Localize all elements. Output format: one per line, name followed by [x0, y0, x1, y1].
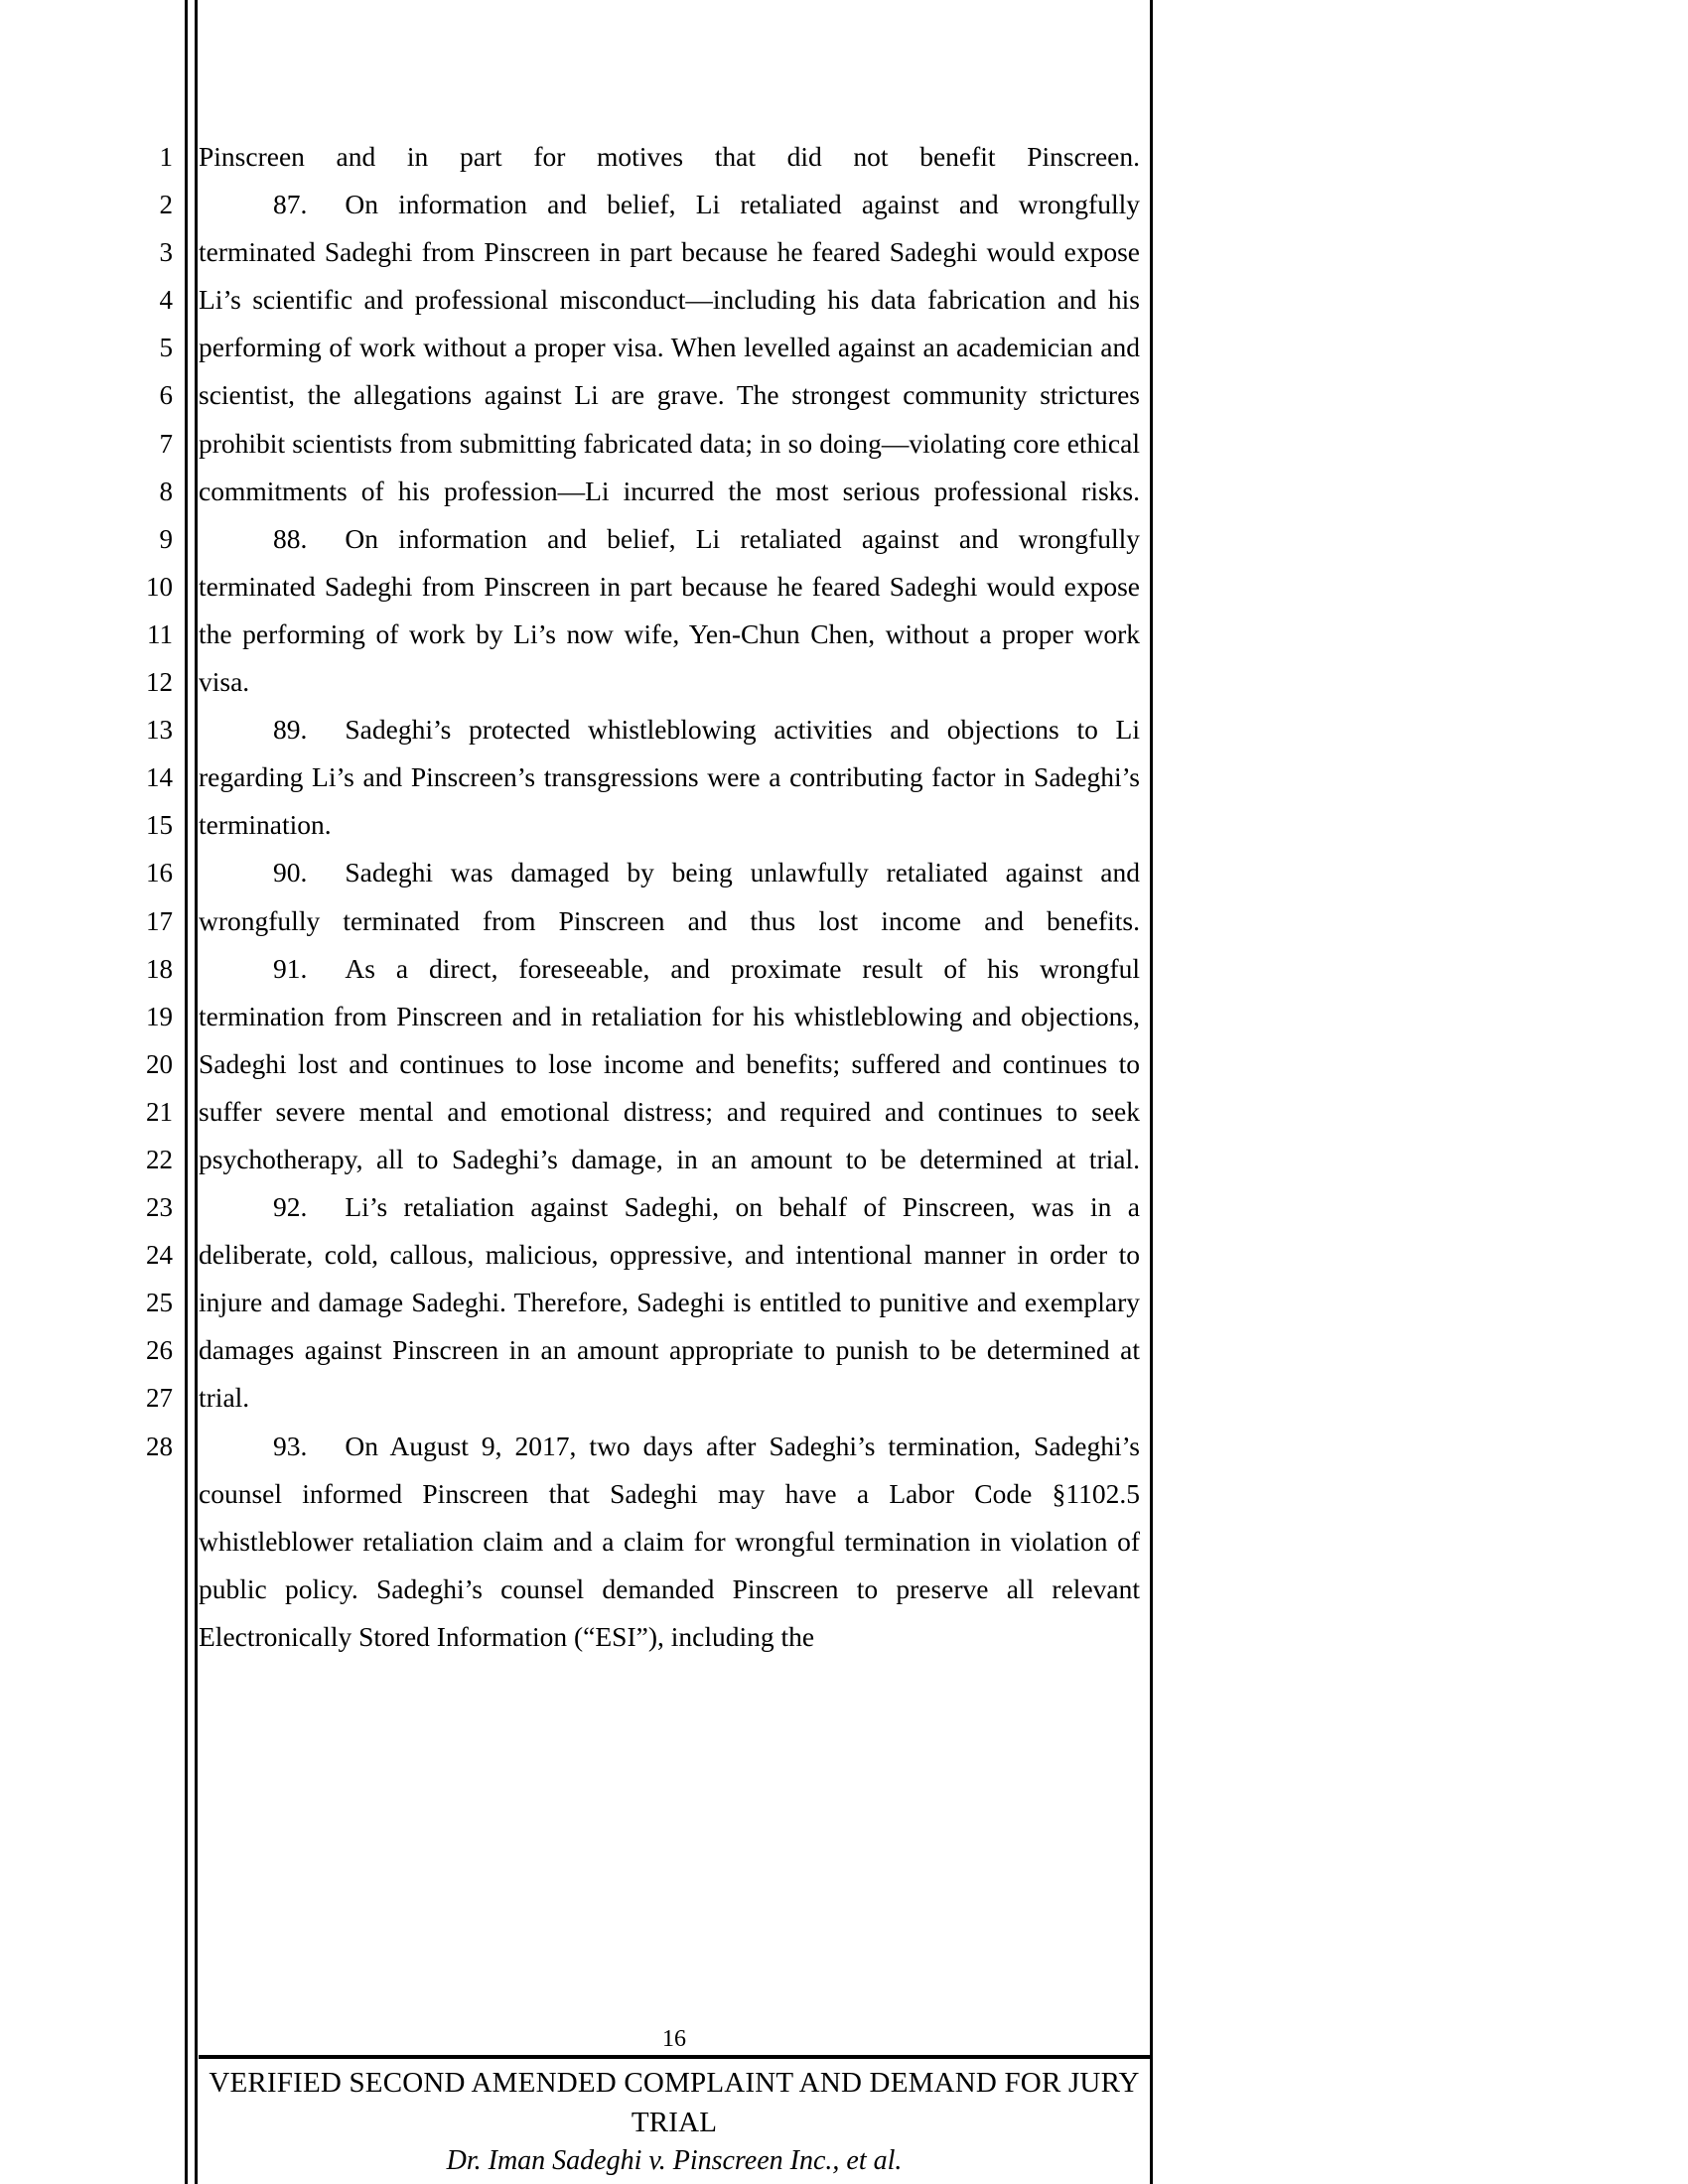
line-number: 2 [159, 190, 173, 220]
line-number: 25 [146, 1288, 173, 1318]
paragraph-number: 87. [273, 189, 308, 220]
numbered-paragraph [199, 181, 1140, 515]
paragraph-text: On August 9, 2017, two days after Sadeghi’s termination, Sadeghi’s counsel informed Pinscreen that Sadeghi may have a Labor Code §1102.5 whistleblower retaliation claim and a claim for wrongful termination in violation of public policy. Sadeghi’s counsel demanded Pinscreen to preserve all relevant Electronically Stored Information (“ESI”), including the [199, 1430, 1140, 1652]
line-number: 11 [147, 618, 173, 649]
left-margin-rule-outer [185, 0, 188, 2184]
paragraph-text: Sadeghi’s protected whistleblowing activities and objections to Li regarding Li’s and Pinscreen’s transgressions were a contributing factor in Sadeghi’s termination. [199, 714, 1140, 841]
footer-title: VERIFIED SECOND AMENDED COMPLAINT AND DEMAND FOR JURY TRIAL [209, 2067, 1140, 2138]
paragraph-text: On information and belief, Li retaliated against and wrongfully terminated Sadeghi from Pinscreen in part because he feared Sadeghi would expose Li’s scientific and professional misconduct—including his data fabrication and his performing of work without a proper visa. When levelled against an academician and scientist, the allegations against Li are grave. The strongest community strictures prohibit scientists from submitting fabricated data; in so doing—violating core ethical commitments of his profession—Li incurred the most serious professional risks. [199, 189, 1140, 506]
line-number: 1 [159, 142, 173, 172]
paragraph-text: Li’s retaliation against Sadeghi, on behalf of Pinscreen, was in a deliberate, cold, callous, malicious, oppressive, and intentional manner in order to injure and damage Sadeghi. Therefore, Sadeghi is entitled to punitive and exemplary damages against Pinscreen in an amount appropriate to punish to be determined at trial. [199, 1191, 1140, 1414]
line-number: 23 [146, 1192, 173, 1223]
line-number: 18 [146, 953, 173, 984]
right-margin-rule [1150, 0, 1153, 2184]
paragraph-number: 93. [273, 1430, 308, 1461]
paragraph-text: Sadeghi was damaged by being unlawfully retaliated against and wrongfully terminated from Pinscreen and thus lost income and benefits. [199, 857, 1140, 936]
left-margin-rule-inner [195, 0, 198, 2184]
line-number: 21 [146, 1096, 173, 1127]
page-number: 16 [662, 2026, 686, 2052]
line-number: 14 [146, 762, 173, 793]
paragraph-text: On information and belief, Li retaliated against and wrongfully terminated Sadeghi from Pinscreen in part because he feared Sadeghi would expose the performing of work by Li’s now wife, Yen-Chun Chen, without a proper work visa. [199, 522, 1140, 698]
numbered-paragraph [199, 515, 1140, 706]
line-number: 24 [146, 1240, 173, 1271]
paragraph-number: 90. [273, 857, 308, 888]
line-number: 26 [146, 1335, 173, 1366]
line-number: 13 [146, 715, 173, 746]
paragraph-number: 92. [273, 1191, 308, 1223]
numbered-paragraph [199, 706, 1140, 849]
line-number: 22 [146, 1144, 173, 1174]
footer-case-caption: Dr. Iman Sadeghi v. Pinscreen Inc., et al. [446, 2145, 903, 2176]
numbered-paragraph [199, 849, 1140, 944]
paragraph-number: 89. [273, 714, 308, 746]
line-number: 19 [146, 1001, 173, 1031]
paragraph-number: 88. [273, 522, 308, 554]
footer-divider [199, 2055, 1150, 2059]
numbered-paragraph [199, 1423, 1140, 1661]
line-number: 5 [159, 333, 173, 363]
line-number: 3 [159, 237, 173, 268]
line-number: 15 [146, 810, 173, 841]
paragraph-continuation [199, 133, 1140, 181]
line-number-column [95, 133, 173, 1470]
line-number: 4 [159, 285, 173, 316]
paragraph-number: 91. [273, 952, 308, 984]
line-number: 6 [159, 380, 173, 411]
line-number: 12 [146, 667, 173, 698]
line-number: 17 [146, 905, 173, 936]
paragraph-text: As a direct, foreseeable, and proximate result of his wrongful termination from Pinscreen and in retaliation for his whistleblowing and objections, Sadeghi lost and continues to lose income and benefits; suffered and continues to suffer severe mental and emotional distress; and required and continues to seek psychotherapy, all to Sadeghi’s damage, in an amount to be determined at trial. [199, 952, 1140, 1174]
page-footer [199, 2025, 1150, 2180]
line-number: 20 [146, 1048, 173, 1079]
line-number: 8 [159, 476, 173, 506]
line-number: 16 [146, 858, 173, 888]
line-number: 7 [159, 428, 173, 459]
numbered-paragraph [199, 1183, 1140, 1422]
line-number: 28 [146, 1431, 173, 1461]
line-number: 10 [146, 571, 173, 602]
paragraph-text: Pinscreen and in part for motives that did not benefit Pinscreen. [199, 141, 1140, 172]
numbered-paragraph [199, 945, 1140, 1183]
line-number: 27 [146, 1383, 173, 1414]
line-number: 9 [159, 523, 173, 554]
document-body [199, 133, 1140, 1661]
